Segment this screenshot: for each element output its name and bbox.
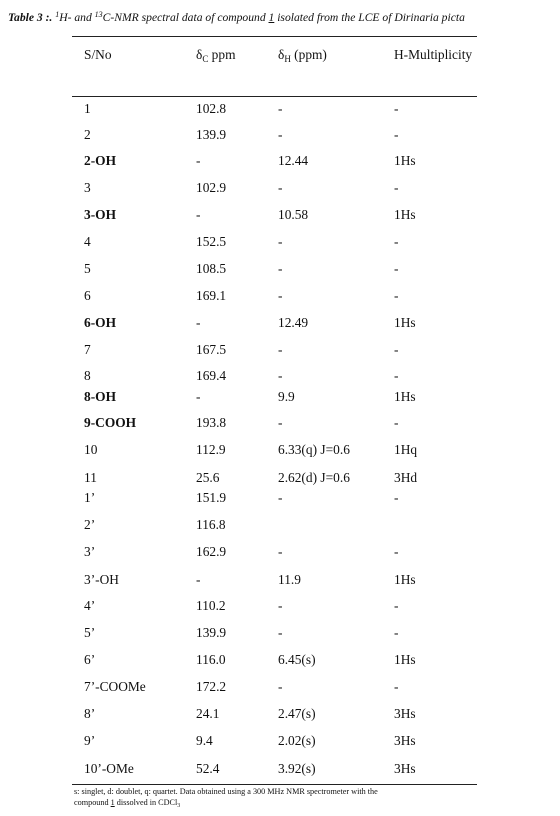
table-row: [0, 232, 560, 252]
cell-multiplicity: 1Hs: [394, 652, 416, 667]
cell-delta-c: 152.5: [196, 234, 227, 249]
cell-sno: 1’: [84, 490, 96, 505]
cell-delta-c: 110.2: [196, 598, 226, 613]
cell-multiplicity: -: [394, 598, 399, 613]
table-row: [0, 125, 560, 145]
cell-delta-c: 169.4: [196, 368, 227, 383]
cell-delta-h: -: [278, 679, 283, 694]
cell-delta-c: -: [196, 389, 201, 404]
cell-delta-h: -: [278, 598, 283, 613]
cell-delta-c: 24.1: [196, 706, 220, 721]
caption-sup-13: 13: [94, 10, 103, 19]
table-row: [0, 366, 560, 386]
table-row: [0, 151, 560, 171]
caption-text-3: isolated from the LCE of Dirinaria picta: [274, 11, 465, 24]
cell-multiplicity: -: [394, 368, 399, 383]
header-rule: [72, 96, 477, 97]
table-bottom-rule: [72, 784, 477, 785]
cell-sno: 5: [84, 261, 91, 276]
footnote-mid: dissolved in CDCl: [114, 798, 178, 807]
cell-sno: 6: [84, 288, 91, 303]
table-row: [0, 488, 560, 508]
cell-delta-c: 162.9: [196, 544, 227, 559]
cell-multiplicity: 1Hs: [394, 207, 416, 222]
cell-sno: 7’-COOMe: [84, 679, 146, 694]
cell-delta-c: 169.1: [196, 288, 227, 303]
table-row: [0, 704, 560, 724]
cell-delta-h: -: [278, 625, 283, 640]
table-row: [0, 205, 560, 225]
cell-delta-c: 25.6: [196, 470, 220, 485]
cell-delta-c: 139.9: [196, 625, 227, 640]
cell-multiplicity: -: [394, 342, 399, 357]
header-delta-c-unit: ppm: [208, 47, 236, 62]
table-row: [0, 340, 560, 360]
cell-delta-h: -: [278, 234, 283, 249]
cell-delta-h: 12.49: [278, 315, 309, 330]
cell-delta-h: -: [278, 101, 283, 116]
cell-sno: 8: [84, 368, 91, 383]
cell-delta-c: -: [196, 207, 201, 222]
cell-delta-h: 3.92(s): [278, 761, 316, 776]
cell-multiplicity: 3Hs: [394, 706, 416, 721]
cell-delta-c: 172.2: [196, 679, 227, 694]
cell-delta-c: 193.8: [196, 415, 227, 430]
header-delta-h-symbol: δ: [278, 47, 285, 62]
cell-multiplicity: -: [394, 180, 399, 195]
cell-multiplicity: -: [394, 490, 399, 505]
footnote-compound-ref: 1: [110, 798, 115, 807]
cell-multiplicity: -: [394, 415, 399, 430]
table-row: [0, 570, 560, 590]
cell-delta-c: 151.9: [196, 490, 227, 505]
cell-sno: 6-OH: [84, 315, 116, 330]
header-delta-h-sub: H: [284, 54, 291, 64]
cell-sno: 3’-OH: [84, 572, 119, 587]
footnote-line-1: s: singlet, d: doublet, q: quartet. Data obtained using a 300 MHz NMR spectrometer with the: [74, 787, 378, 796]
cell-delta-c: 112.9: [196, 442, 226, 457]
cell-delta-h: -: [278, 415, 283, 430]
cell-delta-h: 2.62(d) J=0.6: [278, 470, 350, 485]
table-row: [0, 413, 560, 433]
caption-compound-ref: 1: [268, 11, 275, 24]
table-row: [0, 178, 560, 198]
cell-sno: 10: [84, 442, 98, 457]
cell-delta-h: -: [278, 180, 283, 195]
header-delta-c-symbol: δ: [196, 47, 203, 62]
table-row: [0, 731, 560, 751]
table-row: [0, 440, 560, 460]
caption-sup-1: 1: [55, 10, 60, 19]
cell-delta-c: 102.9: [196, 180, 227, 195]
cell-sno: 7: [84, 342, 91, 357]
footnote-line-2: [74, 797, 484, 808]
cell-multiplicity: -: [394, 288, 399, 303]
header-delta-c: [196, 46, 235, 64]
caption-text-2: C-NMR spectral data of compound: [102, 11, 269, 24]
table-row: [0, 596, 560, 616]
table-row: [0, 286, 560, 306]
cell-delta-h: 6.33(q) J=0.6: [278, 442, 350, 457]
cell-delta-h: -: [278, 127, 283, 142]
cell-delta-c: -: [196, 315, 201, 330]
cell-delta-h: -: [278, 261, 283, 276]
cell-multiplicity: -: [394, 101, 399, 116]
cell-sno: 3-OH: [84, 207, 116, 222]
table-row: [0, 99, 560, 119]
cell-sno: 4’: [84, 598, 96, 613]
table-row: [0, 677, 560, 697]
caption-text-1: H- and: [59, 11, 95, 24]
cell-sno: 5’: [84, 625, 96, 640]
cell-multiplicity: 1Hs: [394, 389, 416, 404]
cell-multiplicity: -: [394, 234, 399, 249]
table-row: [0, 623, 560, 643]
cell-sno: 2’: [84, 517, 96, 532]
table-top-rule: [72, 36, 477, 37]
cell-sno: 3: [84, 180, 91, 195]
footnote-pre: compound: [74, 798, 111, 807]
cell-multiplicity: 1Hs: [394, 572, 416, 587]
header-delta-c-sub: C: [202, 54, 209, 64]
cell-delta-c: 108.5: [196, 261, 227, 276]
cell-sno: 4: [84, 234, 91, 249]
cell-delta-h: -: [278, 544, 283, 559]
cell-sno: 6’: [84, 652, 96, 667]
cell-delta-h: -: [278, 490, 283, 505]
cell-delta-h: -: [278, 368, 283, 383]
cell-delta-c: 116.8: [196, 517, 226, 532]
header-delta-h-unit: (ppm): [290, 47, 327, 62]
cell-delta-c: 9.4: [196, 733, 213, 748]
cell-delta-h: 12.44: [278, 153, 309, 168]
cell-multiplicity: -: [394, 679, 399, 694]
cell-multiplicity: 3Hs: [394, 733, 416, 748]
cell-sno: 9’: [84, 733, 96, 748]
cell-multiplicity: 3Hs: [394, 761, 416, 776]
caption-label: Table 3 :.: [8, 11, 53, 24]
table-row: [0, 650, 560, 670]
cell-multiplicity: 1Hq: [394, 442, 418, 457]
cell-delta-c: 167.5: [196, 342, 227, 357]
cell-sno: 1: [84, 101, 91, 116]
cell-delta-h: 2.47(s): [278, 706, 316, 721]
cell-multiplicity: -: [394, 127, 399, 142]
cell-sno: 2: [84, 127, 91, 142]
cell-multiplicity: -: [394, 544, 399, 559]
cell-delta-h: -: [278, 342, 283, 357]
cell-delta-c: 139.9: [196, 127, 227, 142]
header-sno: S/No: [84, 47, 112, 62]
cell-sno: 8-OH: [84, 389, 116, 404]
cell-delta-h: 11.9: [278, 572, 301, 587]
cell-multiplicity: 1Hs: [394, 153, 416, 168]
cell-delta-h: -: [278, 288, 283, 303]
table-row: [0, 759, 560, 779]
cell-sno: 8’: [84, 706, 96, 721]
cell-delta-h: 2.02(s): [278, 733, 316, 748]
table-caption: [8, 8, 560, 28]
cell-multiplicity: 1Hs: [394, 315, 416, 330]
cell-delta-h: 10.58: [278, 207, 309, 222]
table-row: [0, 468, 560, 488]
cell-sno: 10’-OMe: [84, 761, 134, 776]
table-row: [0, 542, 560, 562]
table-footnote: [74, 786, 484, 808]
cell-delta-h: 9.9: [278, 389, 295, 404]
cell-multiplicity: 3Hd: [394, 470, 418, 485]
cell-delta-c: 102.8: [196, 101, 227, 116]
table-row: [0, 259, 560, 279]
table-row: [0, 387, 560, 407]
cell-multiplicity: -: [394, 261, 399, 276]
cell-sno: 9-COOH: [84, 415, 137, 430]
cell-sno: 3’: [84, 544, 96, 559]
cell-multiplicity: -: [394, 625, 399, 640]
cell-sno: 11: [84, 470, 97, 485]
table-row: [0, 515, 560, 535]
cell-delta-h: 6.45(s): [278, 652, 316, 667]
cell-delta-c: 116.0: [196, 652, 226, 667]
header-delta-h: [278, 46, 327, 64]
cell-delta-c: -: [196, 153, 201, 168]
cell-sno: 2-OH: [84, 153, 116, 168]
footnote-sub: 3: [177, 803, 181, 809]
header-multiplicity: H-Multiplicity: [394, 47, 473, 62]
table-row: [0, 313, 560, 333]
cell-delta-c: -: [196, 572, 201, 587]
cell-delta-c: 52.4: [196, 761, 220, 776]
